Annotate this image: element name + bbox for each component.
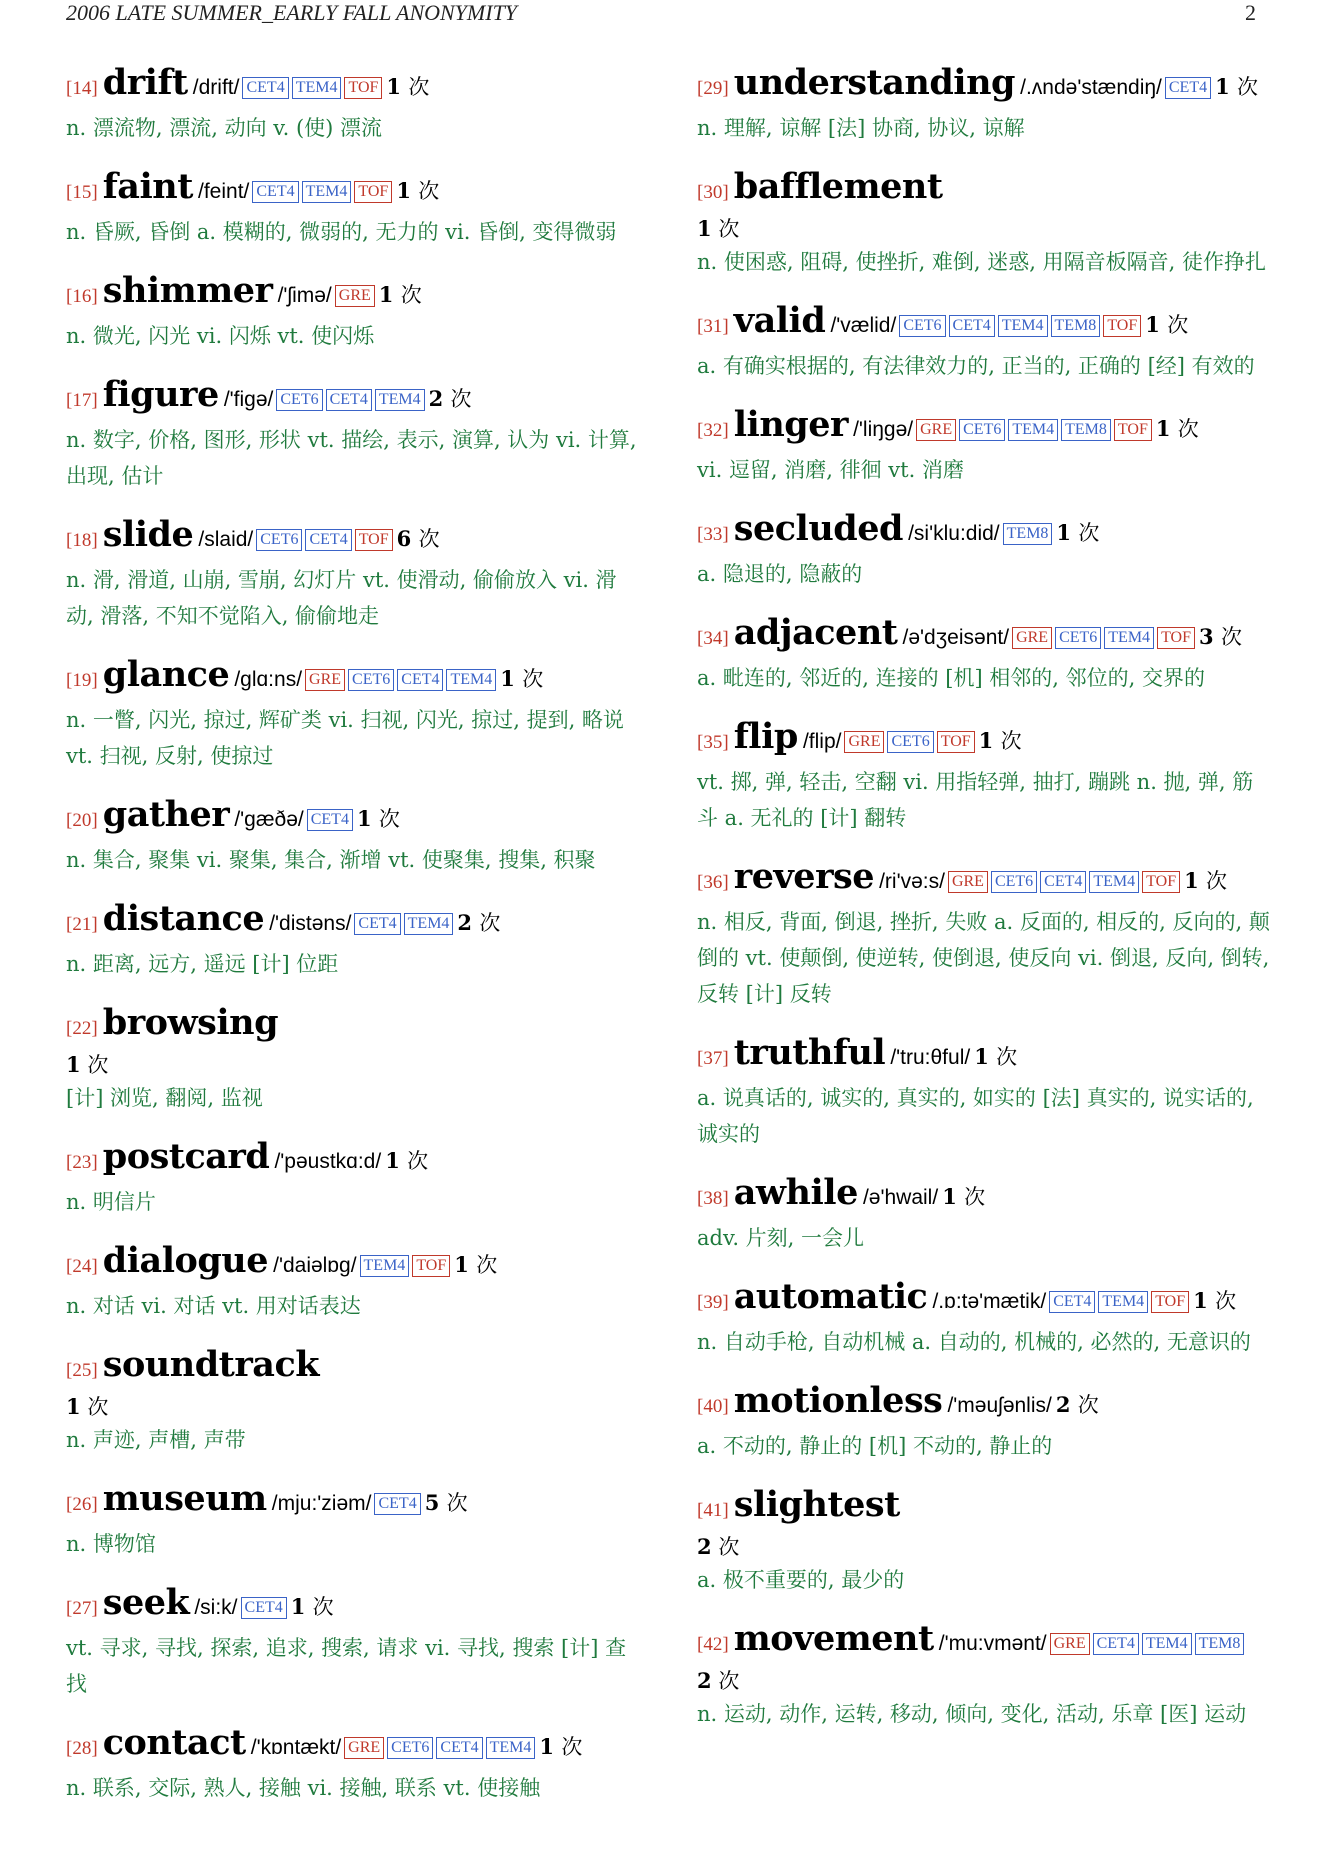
definition: n. 滑, 滑道, 山崩, 雪崩, 幻灯片 vt. 使滑动, 偷偷放入 vi. 滑动, 滑落, 不知不觉陷入, 偷偷地走: [66, 568, 617, 628]
entry-headline: [66, 654, 640, 702]
headword: truthful: [733, 1032, 886, 1073]
word-entry: [697, 716, 1271, 836]
exam-tag-cet4: CET4: [949, 315, 995, 337]
exam-tag-cet4: CET4: [1040, 871, 1086, 893]
headword: distance: [102, 898, 265, 939]
entry-number: [31]: [697, 316, 729, 337]
pronunciation: /si'klu:did/: [908, 522, 1000, 545]
entry-number: [20]: [66, 810, 98, 831]
count-unit: 次: [996, 1045, 1018, 1069]
exam-tag-cet6: CET6: [276, 389, 322, 411]
entry-number: [25]: [66, 1360, 98, 1381]
exam-tag-cet6: CET6: [1055, 627, 1101, 649]
left-column: [66, 62, 640, 1826]
headword: figure: [102, 374, 219, 415]
occurrence-count: 1 次: [378, 282, 422, 307]
pronunciation: /'ʃimə/: [277, 284, 332, 307]
occurrence-count: 1 次: [942, 1184, 986, 1209]
word-entry: [697, 1276, 1271, 1360]
entry-headline: [66, 898, 640, 946]
exam-tag-gre: GRE: [305, 669, 345, 691]
exam-tag-cet4: CET4: [397, 669, 443, 691]
definition: n. 距离, 远方, 遥远 [计] 位距: [66, 952, 339, 976]
definition: [计] 浏览, 翻阅, 监视: [66, 1086, 263, 1110]
headword: bafflement: [733, 166, 943, 207]
entry-headline: [66, 1582, 640, 1630]
pronunciation: /.ɒ:tə'mætik/: [932, 1290, 1047, 1313]
definition: n. 理解, 谅解 [法] 协商, 协议, 谅解: [697, 116, 1025, 140]
occurrence-count: 1 次: [1056, 520, 1100, 545]
count-unit: 次: [400, 283, 422, 307]
headword: gather: [102, 794, 230, 835]
pronunciation: /ə'dʒeisənt/: [902, 626, 1010, 649]
exam-tag-tem4: TEM4: [1142, 1633, 1192, 1655]
headword: automatic: [733, 1276, 928, 1317]
exam-tag-cet6: CET6: [387, 1737, 433, 1759]
entry-headline: [66, 270, 640, 318]
exam-tag-gre: GRE: [844, 731, 884, 753]
pronunciation: /'figə/: [223, 388, 274, 411]
entry-headline: [697, 1380, 1271, 1428]
definition: n. 运动, 动作, 运转, 移动, 倾向, 变化, 活动, 乐章 [医] 运动: [697, 1702, 1247, 1726]
headword: reverse: [733, 856, 874, 897]
word-entry: [697, 300, 1271, 384]
exam-tag-gre: GRE: [1050, 1633, 1090, 1655]
count-unit: 次: [450, 387, 472, 411]
headword: shimmer: [102, 270, 273, 311]
count-unit: 次: [479, 911, 501, 935]
exam-tag-tem8: TEM8: [1051, 315, 1101, 337]
exam-tag-tem4: TEM4: [404, 913, 454, 935]
page-header: [66, 0, 1256, 30]
definition: n. 自动手枪, 自动机械 a. 自动的, 机械的, 必然的, 无意识的: [697, 1330, 1251, 1354]
entry-headline: [697, 716, 1271, 764]
exam-tag-gre: GRE: [916, 419, 956, 441]
entry-headline: [697, 404, 1271, 452]
headword: slide: [102, 514, 194, 555]
entry-headline: [66, 1240, 640, 1288]
exam-tag-cet4: CET4: [326, 389, 372, 411]
occurrence-count: [697, 1532, 1271, 1562]
headword: understanding: [733, 62, 1016, 103]
word-entry: [697, 1618, 1271, 1732]
entry-headline: [66, 166, 640, 214]
definition: a. 说真话的, 诚实的, 真实的, 如实的 [法] 真实的, 说实话的, 诚实的: [697, 1086, 1254, 1146]
occurrence-count: 1 次: [1215, 74, 1259, 99]
headword: awhile: [733, 1172, 858, 1213]
exam-tag-cet6: CET6: [256, 529, 302, 551]
entry-number: [32]: [697, 420, 729, 441]
occurrence-count: 1 次: [385, 1148, 429, 1173]
headword: museum: [102, 1478, 267, 1519]
word-entry: [697, 856, 1271, 1012]
pronunciation: /'distəns/: [269, 912, 352, 935]
headword: faint: [102, 166, 193, 207]
entry-number: [18]: [66, 530, 98, 551]
definition: n. 声迹, 声槽, 声带: [66, 1428, 246, 1452]
occurrence-count: 1 次: [974, 1044, 1018, 1069]
exam-tag-cet6: CET6: [348, 669, 394, 691]
word-entry: [697, 62, 1271, 146]
headword: dialogue: [102, 1240, 269, 1281]
exam-tag-cet6: CET6: [959, 419, 1005, 441]
headword: secluded: [733, 508, 903, 549]
entry-number: [37]: [697, 1048, 729, 1069]
exam-tag-cet4: CET4: [1093, 1633, 1139, 1655]
exam-tag-cet4: CET4: [242, 77, 288, 99]
exam-tag-tem4: TEM4: [486, 1737, 536, 1759]
definition: vt. 掷, 弹, 轻击, 空翻 vi. 用指轻弹, 抽打, 蹦跳 n. 抛, 弹, 筋斗 a. 无礼的 [计] 翻转: [697, 770, 1254, 830]
entry-number: [19]: [66, 670, 98, 691]
exam-tag-cet4: CET4: [354, 913, 400, 935]
count-unit: 次: [418, 527, 440, 551]
entry-headline: [697, 508, 1271, 556]
occurrence-count: 2 次: [457, 910, 501, 935]
entry-number: [30]: [697, 182, 729, 203]
occurrence-count: 1 次: [1155, 416, 1199, 441]
pronunciation: /ə'hwail/: [862, 1186, 939, 1209]
occurrence-count: [697, 214, 1271, 244]
entry-headline: [66, 794, 640, 842]
pronunciation: /feint/: [198, 180, 250, 203]
definition: n. 联系, 交际, 熟人, 接触 vi. 接触, 联系 vt. 使接触: [66, 1776, 541, 1800]
entry-number: [33]: [697, 524, 729, 545]
exam-tag-tem8: TEM8: [1061, 419, 1111, 441]
entry-number: [34]: [697, 628, 729, 649]
entry-headline: [697, 856, 1271, 904]
occurrence-count: 1 次: [1184, 868, 1228, 893]
pronunciation: /flip/: [802, 730, 842, 753]
pronunciation: /'kɒntækt/: [250, 1736, 342, 1759]
word-entry: [697, 1032, 1271, 1152]
entry-number: [26]: [66, 1494, 98, 1515]
count-unit: 次: [718, 217, 740, 241]
occurrence-count: 1 次: [500, 666, 544, 691]
pronunciation: /'daiəlɒg/: [273, 1254, 357, 1277]
word-entry: [697, 612, 1271, 696]
exam-tag-tof: TOF: [354, 181, 392, 203]
count-unit: 次: [378, 807, 400, 831]
exam-tag-cet6: CET6: [991, 871, 1037, 893]
exam-tag-tof: TOF: [1114, 419, 1152, 441]
count-value: 1: [697, 216, 712, 241]
definition: n. 明信片: [66, 1190, 156, 1214]
definition: n. 一瞥, 闪光, 掠过, 辉矿类 vi. 扫视, 闪光, 掠过, 提到, 略说 vt. 扫视, 反射, 使掠过: [66, 708, 624, 768]
count-unit: 次: [476, 1253, 498, 1277]
word-entry: [697, 1380, 1271, 1464]
exam-tag-tem4: TEM4: [1098, 1291, 1148, 1313]
occurrence-count: 6 次: [396, 526, 440, 551]
entry-headline: [66, 514, 640, 562]
entry-number: [40]: [697, 1396, 729, 1417]
word-entry: [697, 166, 1271, 280]
exam-tag-tem4: TEM4: [998, 315, 1048, 337]
entry-number: [29]: [697, 78, 729, 99]
occurrence-count: [697, 1666, 1271, 1696]
entry-headline: [697, 1276, 1271, 1324]
entry-headline: [697, 612, 1271, 660]
count-unit: 次: [1177, 417, 1199, 441]
exam-tag-cet4: CET4: [374, 1493, 420, 1515]
entry-number: [14]: [66, 78, 98, 99]
definition: a. 隐退的, 隐蔽的: [697, 562, 863, 586]
occurrence-count: 1 次: [978, 728, 1022, 753]
headword: movement: [733, 1618, 934, 1659]
word-entry: [66, 166, 640, 250]
occurrence-count: 1 次: [396, 178, 440, 203]
count-unit: 次: [408, 75, 430, 99]
entry-headline: [697, 1032, 1271, 1080]
word-entry: [697, 404, 1271, 488]
word-entry: [66, 1240, 640, 1324]
headword: slightest: [733, 1484, 900, 1525]
count-value: 1: [66, 1394, 81, 1419]
exam-tag-tem4: TEM4: [375, 389, 425, 411]
exam-tag-tof: TOF: [355, 529, 393, 551]
word-entry: [66, 1136, 640, 1220]
definition: a. 毗连的, 邻近的, 连接的 [机] 相邻的, 邻位的, 交界的: [697, 666, 1206, 690]
count-value: 2: [697, 1668, 712, 1693]
exam-tag-gre: GRE: [335, 285, 375, 307]
pronunciation: /'tru:θful/: [890, 1046, 971, 1069]
count-value: 1: [66, 1052, 81, 1077]
headword: valid: [733, 300, 826, 341]
entry-number: [38]: [697, 1188, 729, 1209]
occurrence-count: 2 次: [1055, 1392, 1099, 1417]
pronunciation: /glɑ:ns/: [234, 668, 303, 691]
occurrence-count: 2 次: [428, 386, 472, 411]
definition: a. 有确实根据的, 有法律效力的, 正当的, 正确的 [经] 有效的: [697, 354, 1255, 378]
count-unit: 次: [312, 1595, 334, 1619]
exam-tag-tem4: TEM4: [360, 1255, 410, 1277]
occurrence-count: 1 次: [454, 1252, 498, 1277]
definition: n. 微光, 闪光 vi. 闪烁 vt. 使闪烁: [66, 324, 375, 348]
headword: drift: [102, 62, 188, 103]
word-entry: [66, 1582, 640, 1702]
pronunciation: /'gæðə/: [234, 808, 304, 831]
pronunciation: /'pəustkɑ:d/: [274, 1150, 382, 1173]
exam-tag-tem4: TEM4: [1089, 871, 1139, 893]
count-unit: 次: [964, 1185, 986, 1209]
entry-headline: [697, 166, 1271, 214]
exam-tag-gre: GRE: [948, 871, 988, 893]
occurrence-count: 5 次: [424, 1490, 468, 1515]
exam-tag-cet6: CET6: [899, 315, 945, 337]
entry-headline: [66, 1136, 640, 1184]
count-unit: 次: [418, 179, 440, 203]
exam-tag-tem8: TEM8: [1195, 1633, 1245, 1655]
entry-number: [35]: [697, 732, 729, 753]
entry-number: [39]: [697, 1292, 729, 1313]
page-header-title: 2006 LATE SUMMER_EARLY FALL ANONYMITY: [66, 0, 518, 25]
definition: a. 极不重要的, 最少的: [697, 1568, 905, 1592]
occurrence-count: 1 次: [1145, 312, 1189, 337]
count-unit: 次: [1167, 313, 1189, 337]
pronunciation: /slaid/: [198, 528, 254, 551]
exam-tag-cet4: CET4: [307, 809, 353, 831]
pronunciation: /si:k/: [194, 1596, 238, 1619]
exam-tag-cet4: CET4: [436, 1737, 482, 1759]
count-unit: 次: [718, 1669, 740, 1693]
word-entry: [697, 508, 1271, 592]
right-column: [697, 62, 1271, 1752]
headword: soundtrack: [102, 1344, 320, 1385]
pronunciation: /'məuʃənlis/: [947, 1394, 1052, 1417]
occurrence-count: 1 次: [290, 1594, 334, 1619]
entry-number: [16]: [66, 286, 98, 307]
exam-tag-tem4: TEM4: [1008, 419, 1058, 441]
count-unit: 次: [561, 1735, 583, 1759]
entry-headline: [697, 300, 1271, 348]
exam-tag-cet4: CET4: [305, 529, 351, 551]
definition: a. 不动的, 静止的 [机] 不动的, 静止的: [697, 1434, 1053, 1458]
count-unit: 次: [1206, 869, 1228, 893]
word-entry: [66, 514, 640, 634]
exam-tag-gre: GRE: [1012, 627, 1052, 649]
word-entry: [66, 374, 640, 494]
entry-headline: [697, 62, 1271, 110]
word-entry: [66, 1478, 640, 1562]
word-entry: [66, 270, 640, 354]
exam-tag-cet4: CET4: [241, 1597, 287, 1619]
entry-number: [22]: [66, 1018, 98, 1039]
exam-tag-gre: GRE: [344, 1737, 384, 1759]
entry-headline: [66, 1344, 640, 1392]
headword: flip: [733, 716, 798, 757]
entry-headline: [66, 374, 640, 422]
entry-headline: [697, 1618, 1271, 1666]
entry-number: [21]: [66, 914, 98, 935]
pronunciation: /ri'və:s/: [879, 870, 945, 893]
word-entry: [697, 1484, 1271, 1598]
count-unit: 次: [1237, 75, 1259, 99]
exam-tag-tem4: TEM4: [1104, 627, 1154, 649]
headword: linger: [733, 404, 848, 445]
word-entry: [66, 898, 640, 982]
exam-tag-tof: TOF: [1103, 315, 1141, 337]
exam-tag-tem4: TEM4: [292, 77, 342, 99]
entry-headline: [66, 1722, 640, 1770]
pronunciation: /mju:'ziəm/: [271, 1492, 372, 1515]
entry-headline: [697, 1172, 1271, 1220]
pronunciation: /'liŋgə/: [853, 418, 914, 441]
word-entry: [66, 654, 640, 774]
entry-number: [17]: [66, 390, 98, 411]
count-unit: 次: [1077, 1393, 1099, 1417]
occurrence-count: 1 次: [1193, 1288, 1237, 1313]
count-unit: 次: [1000, 729, 1022, 753]
count-unit: 次: [446, 1491, 468, 1515]
word-entry: [66, 1002, 640, 1116]
entry-headline: [697, 1484, 1271, 1532]
entry-headline: [66, 1002, 640, 1050]
occurrence-count: [66, 1050, 640, 1080]
entry-number: [42]: [697, 1634, 729, 1655]
definition: vt. 寻求, 寻找, 探索, 追求, 搜索, 请求 vi. 寻找, 搜索 [计] 查找: [66, 1636, 627, 1696]
exam-tag-tof: TOF: [412, 1255, 450, 1277]
headword: adjacent: [733, 612, 898, 653]
exam-tag-cet4: CET4: [1165, 77, 1211, 99]
exam-tag-cet6: CET6: [887, 731, 933, 753]
exam-tag-tof: TOF: [1157, 627, 1195, 649]
definition: n. 对话 vi. 对话 vt. 用对话表达: [66, 1294, 361, 1318]
definition: n. 集合, 聚集 vi. 聚集, 集合, 渐增 vt. 使聚集, 搜集, 积聚: [66, 848, 596, 872]
entry-number: [27]: [66, 1598, 98, 1619]
count-unit: 次: [1220, 625, 1242, 649]
exam-tag-tem4: TEM4: [446, 669, 496, 691]
entry-number: [24]: [66, 1256, 98, 1277]
headword: glance: [102, 654, 230, 695]
headword: motionless: [733, 1380, 943, 1421]
occurrence-count: 1 次: [539, 1734, 583, 1759]
count-unit: 次: [87, 1395, 109, 1419]
word-entry: [66, 1344, 640, 1458]
entry-number: [36]: [697, 872, 729, 893]
page-number: 2: [1245, 0, 1256, 25]
exam-tag-tem8: TEM8: [1003, 523, 1053, 545]
count-unit: 次: [1215, 1289, 1237, 1313]
word-entry: [66, 62, 640, 146]
exam-tag-tof: TOF: [937, 731, 975, 753]
entry-headline: [66, 1478, 640, 1526]
occurrence-count: 1 次: [356, 806, 400, 831]
pronunciation: /drift/: [192, 76, 240, 99]
exam-tag-tem4: TEM4: [302, 181, 352, 203]
definition: n. 使困惑, 阻碍, 使挫折, 难倒, 迷惑, 用隔音板隔音, 徒作挣扎: [697, 250, 1266, 274]
entry-number: [41]: [697, 1500, 729, 1521]
count-unit: 次: [718, 1535, 740, 1559]
count-value: 2: [697, 1534, 712, 1559]
definition: n. 博物馆: [66, 1532, 156, 1556]
exam-tag-tof: TOF: [1151, 1291, 1189, 1313]
entry-number: [23]: [66, 1152, 98, 1173]
definition: vi. 逗留, 消磨, 徘徊 vt. 消磨: [697, 458, 964, 482]
occurrence-count: [66, 1392, 640, 1422]
entry-number: [28]: [66, 1738, 98, 1759]
pronunciation: /.ʌndə'stændiŋ/: [1020, 76, 1162, 99]
exam-tag-cet4: CET4: [1049, 1291, 1095, 1313]
headword: postcard: [102, 1136, 270, 1177]
entry-headline: [66, 62, 640, 110]
pronunciation: /'mu:vmənt/: [938, 1632, 1047, 1655]
word-entry: [697, 1172, 1271, 1256]
occurrence-count: 3 次: [1199, 624, 1242, 649]
definition: n. 相反, 背面, 倒退, 挫折, 失败 a. 反面的, 相反的, 反向的, 颠倒的 vt. 使颠倒, 使逆转, 使倒退, 使反向 vi. 倒退, 反向, 倒转, 反转 [计] 反转: [697, 910, 1270, 1006]
occurrence-count: 1 次: [386, 74, 430, 99]
word-entry: [66, 1722, 640, 1806]
definition: n. 昏厥, 昏倒 a. 模糊的, 微弱的, 无力的 vi. 昏倒, 变得微弱: [66, 220, 617, 244]
definition: adv. 片刻, 一会儿: [697, 1226, 865, 1250]
count-unit: 次: [87, 1053, 109, 1077]
headword: seek: [102, 1582, 190, 1623]
count-unit: 次: [1078, 521, 1100, 545]
headword: contact: [102, 1722, 246, 1763]
headword: browsing: [102, 1002, 279, 1043]
exam-tag-cet4: CET4: [252, 181, 298, 203]
definition: n. 数字, 价格, 图形, 形状 vt. 描绘, 表示, 演算, 认为 vi. 计算, 出现, 估计: [66, 428, 637, 488]
entry-number: [15]: [66, 182, 98, 203]
count-unit: 次: [407, 1149, 429, 1173]
exam-tag-tof: TOF: [1142, 871, 1180, 893]
word-entry: [66, 794, 640, 878]
definition: n. 漂流物, 漂流, 动向 v. (使) 漂流: [66, 116, 383, 140]
count-unit: 次: [522, 667, 544, 691]
pronunciation: /'vælid/: [830, 314, 897, 337]
exam-tag-tof: TOF: [344, 77, 382, 99]
